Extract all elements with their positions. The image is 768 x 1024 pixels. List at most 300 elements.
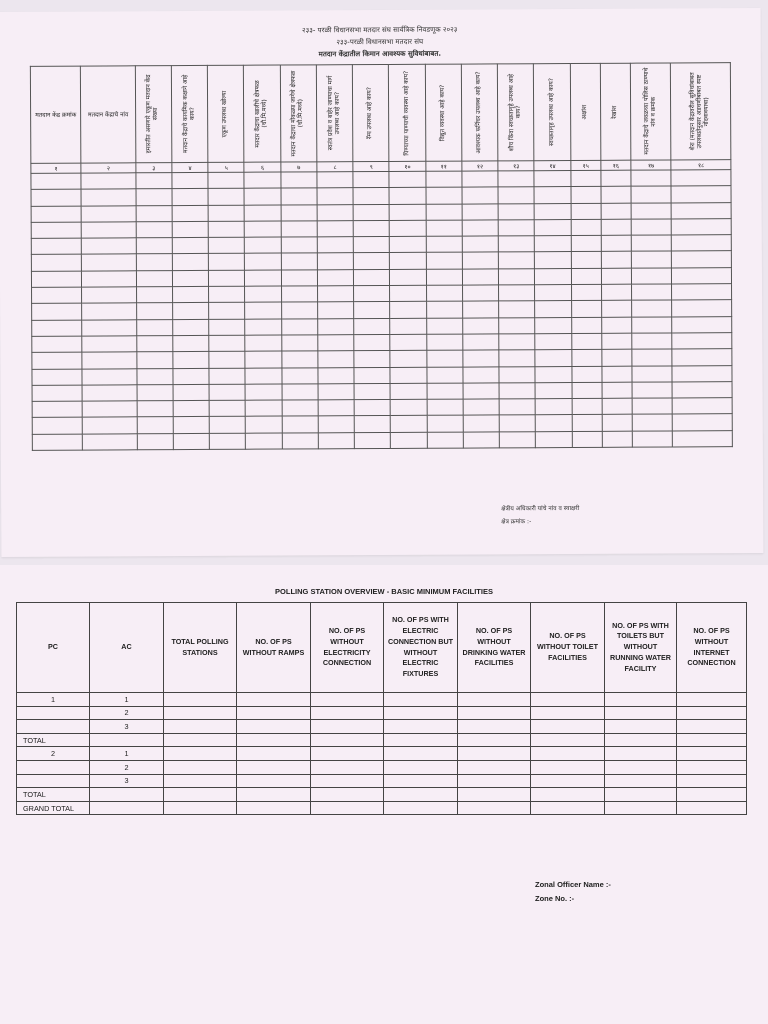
form-cell [81, 173, 135, 190]
form-cell [499, 366, 535, 382]
form-cell [427, 432, 463, 448]
form-cell [632, 317, 672, 334]
form-cell [602, 415, 632, 431]
pc-cell [17, 774, 90, 788]
form-cell [208, 237, 244, 253]
col-header-text: मतदान केंद्राचे नांव [88, 111, 129, 119]
form-cell [317, 269, 353, 285]
form-cell [426, 301, 462, 317]
value-cell [237, 693, 311, 707]
col-header-pc: PC [17, 603, 90, 693]
form-cell [463, 399, 499, 415]
value-cell [311, 693, 384, 707]
form-cell [426, 187, 462, 203]
value-cell [458, 760, 531, 774]
form-cell [244, 188, 280, 204]
form-cell [245, 270, 281, 286]
form-cell [391, 399, 427, 415]
form-cell [672, 333, 732, 350]
form-cell [245, 368, 281, 384]
form-cell [601, 186, 631, 202]
zone-number-label: क्षेत्र क्रमांक :- [501, 518, 532, 526]
form-cell [672, 267, 732, 284]
value-cell [311, 788, 384, 802]
form-cell [32, 303, 82, 320]
column-number: १७ [631, 160, 671, 170]
col-header [208, 65, 245, 162]
column-number: ७ [281, 162, 317, 172]
value-cell [458, 801, 531, 815]
value-cell [237, 760, 311, 774]
col-header-no-running-water: NO. OF PS WITH TOILETS BUT WITHOUT RUNNING WATER FACILITY [605, 603, 677, 693]
form-cell [632, 414, 672, 431]
form-cell [32, 336, 82, 353]
column-number: ८ [317, 162, 353, 172]
form-cell [571, 268, 601, 284]
form-cell [499, 268, 535, 284]
form-cell [601, 170, 631, 186]
value-cell [531, 774, 605, 788]
form-cell [672, 349, 732, 366]
column-number: १२ [462, 161, 498, 171]
form-cell [82, 222, 136, 239]
zonal-officer-label: Zonal Officer Name :- [535, 880, 611, 889]
form-cell [82, 385, 136, 402]
form-cell [602, 349, 632, 365]
form-cell [632, 366, 672, 383]
form-cell [391, 416, 427, 432]
overview-header-row [17, 603, 747, 693]
col-header [630, 63, 671, 160]
form-cell [354, 367, 390, 383]
form-cell [354, 400, 390, 416]
col-header-text: स्वतंत्र प्रवेश व बाहेर जाण्याचा मार्ग उपलब्ध आहे काय? [326, 75, 341, 151]
value-cell [531, 760, 605, 774]
form-cell [32, 418, 82, 435]
form-cell [672, 316, 732, 333]
form-cell [601, 268, 631, 284]
form-cell [671, 186, 731, 203]
form-cell [673, 430, 733, 447]
form-cell [281, 204, 317, 220]
col-header-text: शेरा (मतदान केंद्रावरील सुविधांबाबत उपलब्धतेनुसार अडचणींबाबत स्पष्ट नोंदवावयाचा) [689, 72, 711, 151]
form-cell [462, 187, 498, 203]
overview-row [17, 720, 747, 734]
form-cell [572, 415, 602, 431]
pc-cell: TOTAL [17, 733, 90, 747]
form-cell [672, 300, 732, 317]
form-cell [245, 205, 281, 221]
form-cell [81, 205, 135, 222]
form-cell [353, 171, 389, 187]
form-cell [390, 318, 426, 334]
col-header [280, 65, 317, 162]
form-cell [389, 171, 425, 187]
form-cell [602, 382, 632, 398]
overview-table [16, 602, 747, 815]
form-cell [499, 383, 535, 399]
form-cell [390, 236, 426, 252]
col-header-text: मतदान केंद्र क्रमांक [35, 111, 77, 119]
col-header-text: विद्युत व्यवस्था आहे काय? [438, 84, 447, 141]
form-cell [536, 399, 572, 415]
form-cell [354, 351, 390, 367]
col-header-no-fixtures: NO. OF PS WITH ELECTRIC CONNECTION BUT WITHOUT ELECTRIC FIXTURES [384, 603, 458, 693]
form-cell [245, 237, 281, 253]
form-cell [426, 204, 462, 220]
form-cell [602, 431, 632, 447]
form-cell [672, 235, 732, 252]
form-cell [209, 319, 245, 335]
value-cell [677, 693, 747, 707]
form-cell [281, 253, 317, 269]
column-number: १० [389, 161, 425, 171]
form-cell [572, 366, 602, 382]
col-header-text: मतदार केंद्राचा खालीचे क्षेत्रफळ (चौ.मि.मध्ये) [254, 79, 269, 148]
form-cell [82, 401, 136, 418]
form-cell [173, 368, 209, 384]
form-cell [245, 351, 281, 367]
form-cell [281, 188, 317, 204]
form-cell [672, 284, 732, 301]
marathi-form-sheet [0, 8, 763, 557]
form-cell [318, 400, 354, 416]
form-cell [426, 253, 462, 269]
value-cell [384, 706, 458, 720]
ac-cell: 3 [90, 720, 164, 734]
form-cell [137, 368, 173, 384]
value-cell [531, 747, 605, 761]
form-cell [136, 303, 172, 319]
form-cell [172, 238, 208, 254]
form-cell [317, 188, 353, 204]
form-cell [282, 400, 318, 416]
form-cell [673, 398, 733, 415]
form-cell [602, 366, 632, 382]
form-cell [498, 187, 534, 203]
form-cell [172, 172, 208, 188]
form-cell [426, 171, 462, 187]
value-cell [605, 774, 677, 788]
value-cell [237, 747, 311, 761]
col-header-text: शौच किंवा स्वच्छतागृहे उपलब्ध आहे काय? [507, 73, 523, 152]
form-cell [571, 219, 601, 235]
form-cell [246, 416, 282, 432]
form-cell [209, 417, 245, 433]
col-header-text: स्वच्छतागृह उपलब्ध आहे काय? [547, 78, 555, 147]
form-cell [354, 286, 390, 302]
form-cell [632, 398, 672, 415]
form-cell [32, 434, 82, 451]
form-cell [572, 333, 602, 349]
form-cell [390, 253, 426, 269]
form-cell [318, 384, 354, 400]
value-cell [384, 774, 458, 788]
form-cell [173, 286, 209, 302]
pc-cell: 1 [17, 693, 90, 707]
column-number: ५ [208, 162, 244, 172]
value-cell [384, 788, 458, 802]
form-cell [571, 317, 601, 333]
form-cell [499, 285, 535, 301]
value-cell [531, 706, 605, 720]
column-number: २ [81, 163, 135, 173]
col-header-text: अक्षांश [580, 104, 589, 120]
column-number: १५ [571, 160, 601, 170]
form-cell [318, 367, 354, 383]
form-cell [246, 400, 282, 416]
form-cell [354, 383, 390, 399]
value-cell [605, 693, 677, 707]
col-header-text: एकूण उपलब्ध खोल्या [221, 90, 229, 138]
form-cell [671, 170, 731, 187]
ac-cell [90, 733, 164, 747]
form-cell [353, 237, 389, 253]
form-cell [281, 302, 317, 318]
form-cell [136, 189, 172, 205]
col-header [600, 63, 631, 160]
form-cell [137, 401, 173, 417]
form-cell [208, 172, 244, 188]
form-cell [390, 302, 426, 318]
form-cell [209, 384, 245, 400]
col-header [135, 66, 172, 163]
form-empty-rows [31, 170, 732, 451]
form-cell [390, 285, 426, 301]
form-cell [632, 431, 672, 448]
value-cell [458, 733, 531, 747]
form-cell [137, 336, 173, 352]
col-header [671, 63, 731, 160]
column-number: ४ [172, 162, 208, 172]
form-cell [136, 254, 172, 270]
form-cell [535, 219, 571, 235]
form-cell [282, 433, 318, 449]
col-header [244, 65, 281, 162]
form-cell [536, 415, 572, 431]
ac-cell: 2 [90, 760, 164, 774]
form-cell [172, 254, 208, 270]
form-cell [32, 401, 82, 418]
value-cell [605, 747, 677, 761]
form-cell [83, 417, 137, 434]
value-cell [458, 693, 531, 707]
form-cell [535, 317, 571, 333]
value-cell [458, 720, 531, 734]
col-header [498, 64, 535, 161]
value-cell [458, 747, 531, 761]
form-cell [82, 271, 136, 288]
form-cell [535, 333, 571, 349]
form-cell [281, 221, 317, 237]
value-cell [458, 788, 531, 802]
value-cell [677, 747, 747, 761]
overview-rows [17, 693, 747, 815]
form-cell [391, 432, 427, 448]
value-cell [237, 706, 311, 720]
form-cell [208, 221, 244, 237]
form-cell [353, 204, 389, 220]
col-header [171, 65, 208, 162]
col-header-no-ramps: NO. OF PS WITHOUT RAMPS [237, 603, 311, 693]
form-cell [209, 351, 245, 367]
value-cell [677, 801, 747, 815]
form-cell [354, 253, 390, 269]
form-cell [632, 349, 672, 366]
value-cell [677, 706, 747, 720]
form-cell [500, 431, 536, 447]
value-cell [237, 788, 311, 802]
form-cell [246, 433, 282, 449]
form-header-row [30, 63, 730, 164]
value-cell [384, 693, 458, 707]
form-cell [631, 186, 671, 203]
form-cell [462, 252, 498, 268]
form-cell [31, 222, 81, 239]
value-cell [531, 801, 605, 815]
form-cell [172, 221, 208, 237]
value-cell [384, 760, 458, 774]
form-cell [136, 270, 172, 286]
value-cell [605, 706, 677, 720]
form-cell [209, 254, 245, 270]
form-cell [355, 432, 391, 448]
form-cell [318, 335, 354, 351]
form-cell [354, 318, 390, 334]
form-cell [534, 171, 570, 187]
form-cell [427, 383, 463, 399]
overview-form-sheet [0, 565, 768, 1024]
value-cell [311, 706, 384, 720]
form-cell [81, 189, 135, 206]
form-cell [82, 303, 136, 320]
value-cell [164, 706, 237, 720]
form-cell [318, 318, 354, 334]
form-cell [672, 202, 732, 219]
col-header-no-water: NO. OF PS WITHOUT DRINKING WATER FACILITIES [458, 603, 531, 693]
form-cell [136, 173, 172, 189]
value-cell [384, 733, 458, 747]
value-cell [311, 774, 384, 788]
form-cell [672, 382, 732, 399]
form-cell [390, 204, 426, 220]
value-cell [605, 720, 677, 734]
form-cell [631, 251, 671, 268]
value-cell [164, 747, 237, 761]
form-cell [602, 317, 632, 333]
form-cell [391, 383, 427, 399]
form-cell [571, 236, 601, 252]
form-title-line2: २३३-परळी विधानसभा मतदार संघ [336, 37, 424, 47]
value-cell [458, 774, 531, 788]
form-cell [390, 269, 426, 285]
form-cell [426, 220, 462, 236]
form-cell [535, 301, 571, 317]
form-cell [602, 333, 632, 349]
value-cell [531, 733, 605, 747]
pc-cell: TOTAL [17, 788, 90, 802]
overview-row [17, 747, 747, 761]
form-cell [136, 287, 172, 303]
ac-cell: 1 [90, 693, 164, 707]
col-header-no-toilet: NO. OF PS WITHOUT TOILET FACILITIES [531, 603, 605, 693]
col-header [81, 66, 136, 163]
form-cell [32, 369, 82, 386]
pc-cell [17, 720, 90, 734]
form-cell [82, 254, 136, 271]
col-header [425, 64, 462, 161]
form-cell [136, 221, 172, 237]
form-cell [209, 303, 245, 319]
facilities-form-table [30, 62, 733, 451]
form-cell [632, 268, 672, 285]
form-cell [499, 301, 535, 317]
col-header-text: मतदान केंद्राचा मोकळ्या जागेचे क्षेत्रफळ (चौ.मि.मध्ये) [290, 70, 305, 157]
form-cell [426, 318, 462, 334]
form-cell [631, 235, 671, 252]
value-cell [605, 760, 677, 774]
form-cell [32, 320, 82, 337]
form-cell [172, 189, 208, 205]
pc-cell [17, 706, 90, 720]
form-cell [82, 368, 136, 385]
form-cell [317, 237, 353, 253]
ac-cell [90, 801, 164, 815]
form-cell [353, 188, 389, 204]
form-cell [672, 365, 732, 382]
form-cell [354, 302, 390, 318]
form-cell [173, 433, 209, 449]
form-cell [173, 384, 209, 400]
overview-title: POLLING STATION OVERVIEW - BASIC MINIMUM FACILITIES [275, 587, 493, 596]
value-cell [311, 747, 384, 761]
form-cell [498, 171, 534, 187]
form-cell [31, 255, 81, 272]
form-cell [536, 382, 572, 398]
form-cell [245, 335, 281, 351]
col-header-text: आवश्यक फर्निचर उपलब्ध आहे काय? [475, 71, 483, 154]
form-cell [82, 319, 136, 336]
form-cell [632, 333, 672, 350]
col-header-ac: AC [90, 603, 164, 693]
form-cell [427, 367, 463, 383]
value-cell [458, 706, 531, 720]
form-cell [571, 187, 601, 203]
col-header-no-electricity: NO. OF PS WITHOUT ELECTRICITY CONNECTION [311, 603, 384, 693]
form-cell [463, 301, 499, 317]
form-cell [318, 432, 354, 448]
form-cell [427, 416, 463, 432]
form-cell [673, 414, 733, 431]
col-header-text: पिण्याच्या पाण्याची व्यवस्था आहे काय? [402, 70, 410, 156]
form-cell [426, 269, 462, 285]
value-cell [164, 801, 237, 815]
form-cell [426, 236, 462, 252]
value-cell [605, 801, 677, 815]
value-cell [237, 720, 311, 734]
form-cell [427, 399, 463, 415]
form-cell [281, 286, 317, 302]
form-cell [572, 431, 602, 447]
form-cell [462, 236, 498, 252]
form-cell [534, 187, 570, 203]
form-cell [246, 384, 282, 400]
form-cell [83, 434, 137, 451]
form-cell [31, 206, 81, 223]
column-number: १८ [671, 160, 731, 170]
column-number: १४ [534, 161, 570, 171]
form-cell [571, 170, 601, 186]
